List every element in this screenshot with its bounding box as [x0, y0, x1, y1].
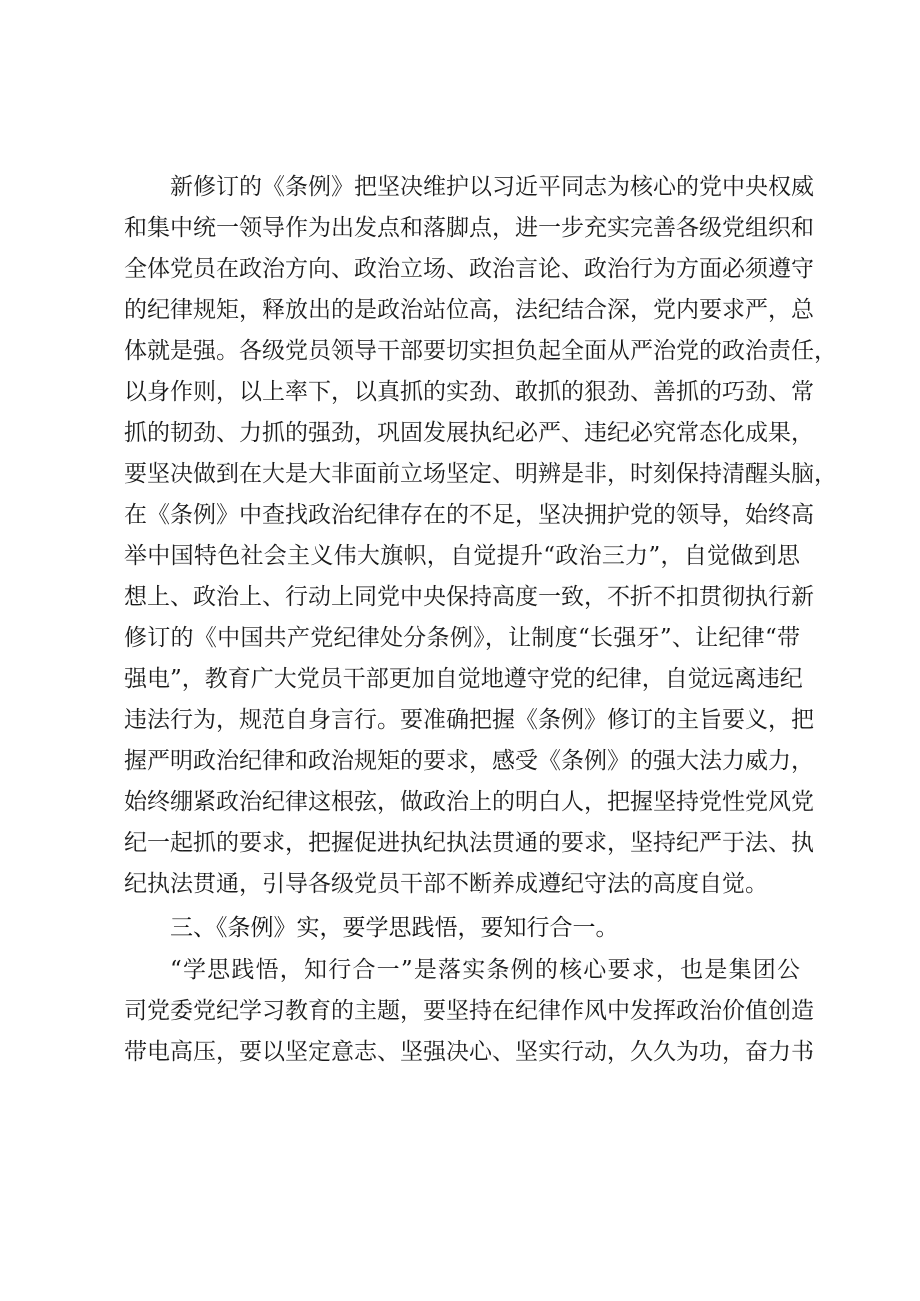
paragraph-line: 的纪律规矩，释放出的是政治站位高，法纪结合深，党内要求严，总 [124, 297, 814, 323]
paragraph-line: 以身作则，以上率下，以真抓的实劲、敢抓的狠劲、善抓的巧劲、常 [124, 379, 814, 405]
paragraph-line: 新修订的《条例》把坚决维护以习近平同志为核心的党中央权威 [170, 174, 814, 200]
paragraph-line: 想上、政治上、行动上同党中央保持高度一致，不折不扣贯彻执行新 [124, 584, 814, 610]
paragraph-line: 举中国特色社会主义伟大旗帜，自觉提升“政治三力”，自觉做到思 [124, 543, 800, 569]
paragraph-line: 强电”，教育广大党员干部更加自觉地遵守党的纪律，自觉远离违纪 [124, 666, 803, 692]
section-heading-3: 三、《条例》实，要学思践悟，要知行合一。 [170, 915, 619, 941]
paragraph-learn-and-practice [124, 950, 814, 1073]
paragraph-line: 握严明政治纪律和政治规矩的要求，感受《条例》的强大法力威力， [124, 748, 814, 774]
paragraph-line: 始终绷紧政治纪律这根弦，做政治上的明白人，把握坚持党性党风党 [124, 789, 814, 815]
document-body [124, 167, 837, 1073]
paragraph-line: “学思践悟，知行合一”是落实条例的核心要求，也是集团公 [170, 957, 800, 983]
paragraph-line: 带电高压，要以坚定意志、坚强决心、坚实行动，久久为功，奋力书 [124, 1039, 814, 1065]
paragraph-line: 纪一起抓的要求，把握促进执纪执法贯通的要求，坚持纪严于法、执 [124, 830, 814, 856]
paragraph-line: 纪执法贯通，引导各级党员干部不断养成遵纪守法的高度自觉。 [124, 871, 768, 897]
paragraph-discipline-regulations [124, 167, 837, 905]
paragraph-line: 司党委党纪学习教育的主题，要坚持在纪律作风中发挥政治价值创造 [124, 998, 814, 1024]
paragraph-line: 修订的《中国共产党纪律处分条例》，让制度“长强牙”、让纪律“带 [124, 625, 800, 651]
paragraph-line: 违法行为，规范自身言行。要准确把握《条例》修订的主旨要义，把 [124, 707, 814, 733]
paragraph-line: 抓的韧劲、力抓的强劲，巩固发展执纪必严、违纪必究常态化成果， [124, 420, 814, 446]
paragraph-line: 体就是强。各级党员领导干部要切实担负起全面从严治党的政治责任， [124, 338, 837, 364]
paragraph-line: 在《条例》中查找政治纪律存在的不足，坚决拥护党的领导，始终高 [124, 502, 814, 528]
paragraph-line: 要坚决做到在大是大非面前立场坚定、明辨是非，时刻保持清醒头脑， [124, 461, 837, 487]
paragraph-line: 全体党员在政治方向、政治立场、政治言论、政治行为方面必须遵守 [124, 256, 814, 282]
paragraph-line: 和集中统一领导作为出发点和落脚点，进一步充实完善各级党组织和 [124, 215, 814, 241]
